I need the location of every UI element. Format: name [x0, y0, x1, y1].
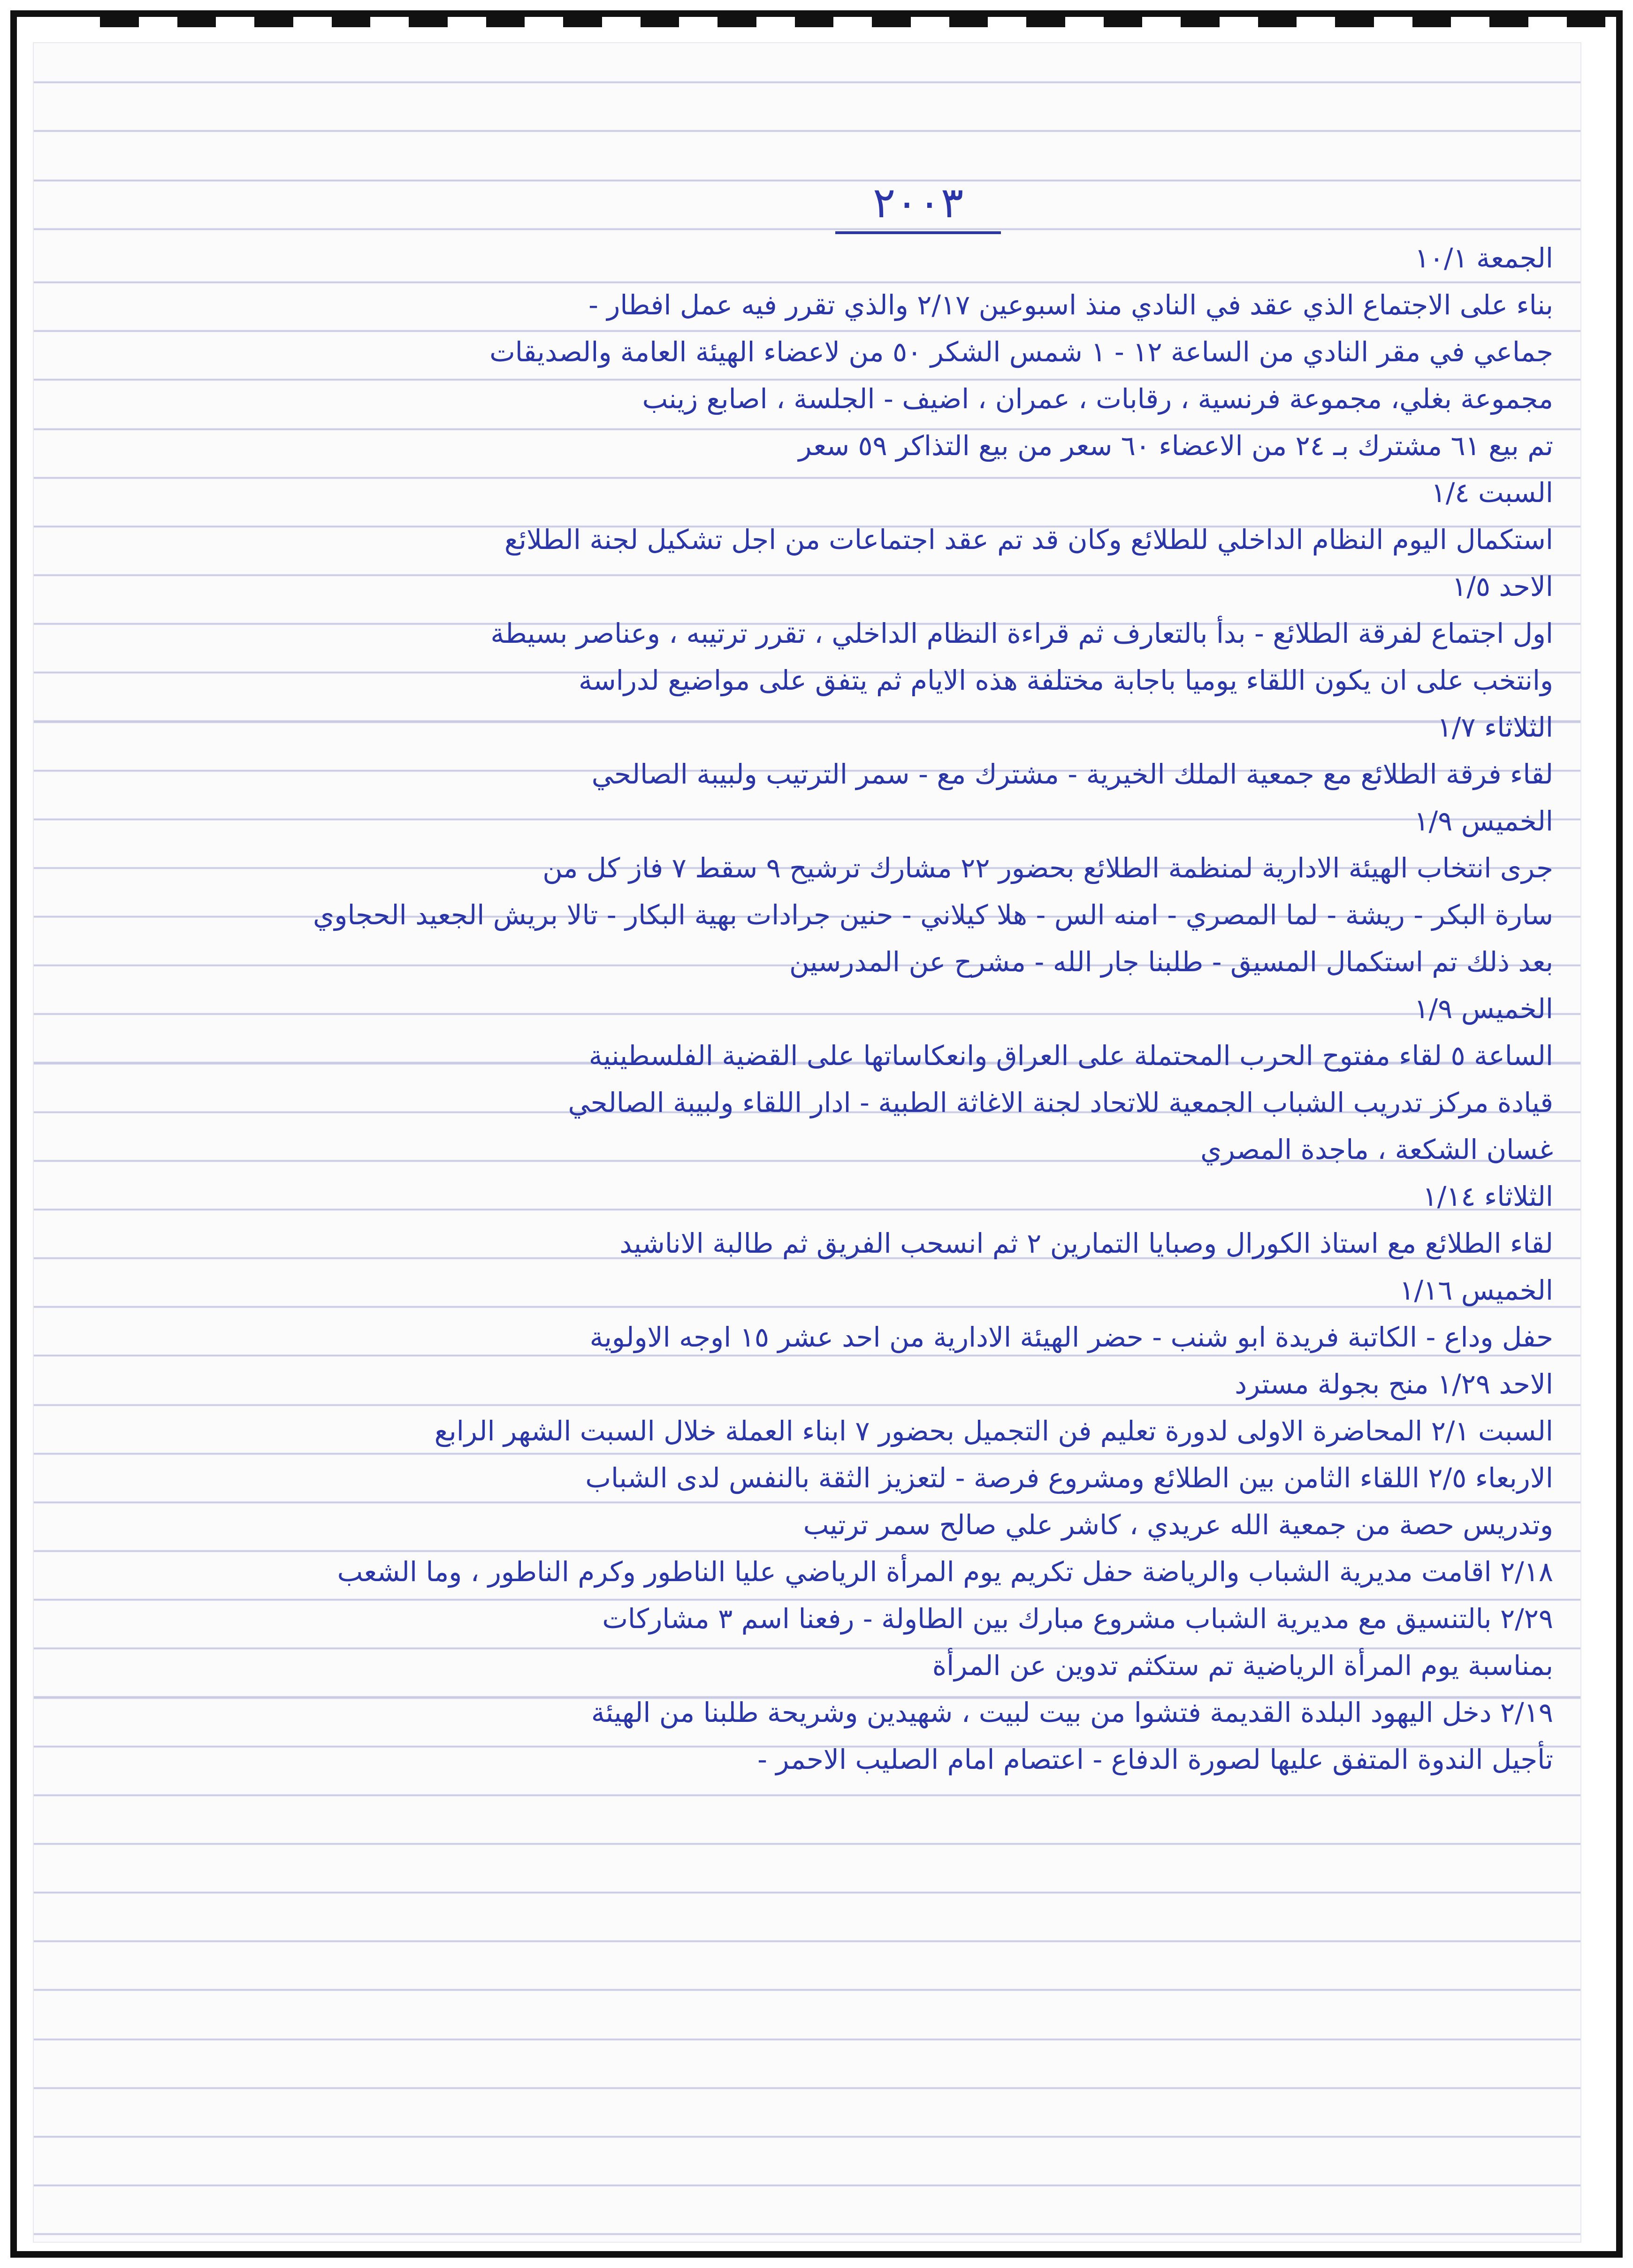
note-line: وتدريس حصة من جمعية الله عريدي ، كاشر علي صالح سمر ترتيب	[803, 1509, 1553, 1541]
handwritten-notes	[52, 235, 1553, 1783]
note-line: ٢/١٨ اقامت مديرية الشباب والرياضة حفل تكريم يوم المرأة الرياضي عليا الناطور وكرم الناطور ، وما الشعب	[337, 1556, 1553, 1588]
note-line: قيادة مركز تدريب الشباب الجمعية للاتحاد لجنة الاغاثة الطبية - ادار اللقاء ولبيبة الصالحي	[568, 1087, 1553, 1119]
note-line: السبت ١/٤	[1431, 477, 1553, 509]
note-line: الجمعة ١٠/١	[1414, 242, 1553, 274]
note-line: جرى انتخاب الهيئة الادارية لمنظمة الطلائع بحضور ٢٢ مشارك ترشيح ٩ سقط ٧ فاز كل من	[542, 852, 1553, 884]
note-line: غسان الشكعة ، ماجدة المصري	[1200, 1134, 1553, 1165]
note-line: حفل وداع - الكاتبة فريدة ابو شنب - حضر الهيئة الادارية من احد عشر ١٥ اوجه الاولوية	[589, 1321, 1553, 1353]
note-line: استكمال اليوم النظام الداخلي للطلائع وكان قد تم عقد اجتماعات من اجل تشكيل لجنة الطلائع	[504, 524, 1553, 556]
note-line: لقاء فرقة الطلائع مع جمعية الملك الخيرية - مشترك مع - سمر الترتيب ولبيبة الصالحي	[591, 758, 1553, 790]
note-line: لقاء الطلائع مع استاذ الكورال وصبايا التمارين ٢ ثم انسحب الفريق ثم طالبة الاناشيد	[619, 1227, 1553, 1259]
note-line: الثلاثاء ١/١٤	[1422, 1180, 1553, 1212]
year-heading: ٢٠٠٣	[835, 178, 1001, 234]
note-line: اول اجتماع لفرقة الطلائع - بدأ بالتعارف ثم قراءة النظام الداخلي ، تقرر ترتيبه ، وعناصر بسيطة	[490, 617, 1553, 649]
note-line: بناء على الاجتماع الذي عقد في النادي منذ اسبوعين ٢/١٧ والذي تقرر فيه عمل افطار -	[588, 289, 1553, 321]
note-line: الخميس ١/٩	[1414, 993, 1553, 1025]
note-line: تأجيل الندوة المتفق عليها لصورة الدفاع - اعتصام امام الصليب الاحمر -	[757, 1743, 1553, 1775]
note-line: الساعة ٥ لقاء مفتوح الحرب المحتملة على العراق وانعكاساتها على القضية الفلسطينية	[588, 1040, 1553, 1072]
note-line: سارة البكر - ريشة - لما المصري - امنه الس - هلا كيلاني - حنين جرادات بهية البكار - تالا بريش الجعيد الحجاوي	[313, 899, 1553, 931]
note-line: الاحد ١/٥	[1452, 571, 1553, 602]
note-line: جماعي في مقر النادي من الساعة ١٢ - ١ شمس الشكر ٥٠ من لاعضاء الهيئة العامة والصديقات	[489, 336, 1553, 368]
note-line: الخميس ١/٩	[1414, 805, 1553, 837]
note-line: الثلاثاء ١/٧	[1437, 711, 1553, 743]
note-line: مجموعة بغلي، مجموعة فرنسية ، رقابات ، عمران ، اضيف - الجلسة ، اصابع زينب	[642, 383, 1553, 415]
scan-scale-bar	[61, 17, 1605, 27]
note-line: الاحد ١/٢٩ منح بجولة مسترد	[1235, 1368, 1553, 1400]
note-line: السبت ٢/١ المحاضرة الاولى لدورة تعليم فن التجميل بحضور ٧ ابناء العملة خلال السبت الشهر الرابع	[434, 1415, 1553, 1447]
note-line: وانتخب على ان يكون اللقاء يوميا باجابة مختلفة هذه الايام ثم يتفق على مواضيع لدراسة	[579, 664, 1553, 696]
note-line: الاربعاء ٢/٥ اللقاء الثامن بين الطلائع ومشروع فرصة - لتعزيز الثقة بالنفس لدى الشباب	[585, 1462, 1553, 1494]
note-line: ٢/٢٩ بالتنسيق مع مديرية الشباب مشروع مبارك بين الطاولة - رفعنا اسم ٣ مشاركات	[602, 1603, 1553, 1635]
note-line: بعد ذلك تم استكمال المسيق - طلبنا جار الله - مشرح عن المدرسين	[789, 946, 1553, 978]
note-line: الخميس ١/١٦	[1399, 1274, 1553, 1306]
note-line: بمناسبة يوم المرأة الرياضية تم ستكثم تدوين عن المرأة	[932, 1650, 1553, 1682]
note-line: ٢/١٩ دخل اليهود البلدة القديمة فتشوا من بيت لبيت ، شهيدين وشريحة طلبنا من الهيئة	[591, 1697, 1553, 1728]
note-line: تم بيع ٦١ مشترك بـ ٢٤ من الاعضاء ٦٠ سعر من بيع التذاكر ٥٩ سعر	[798, 430, 1553, 462]
